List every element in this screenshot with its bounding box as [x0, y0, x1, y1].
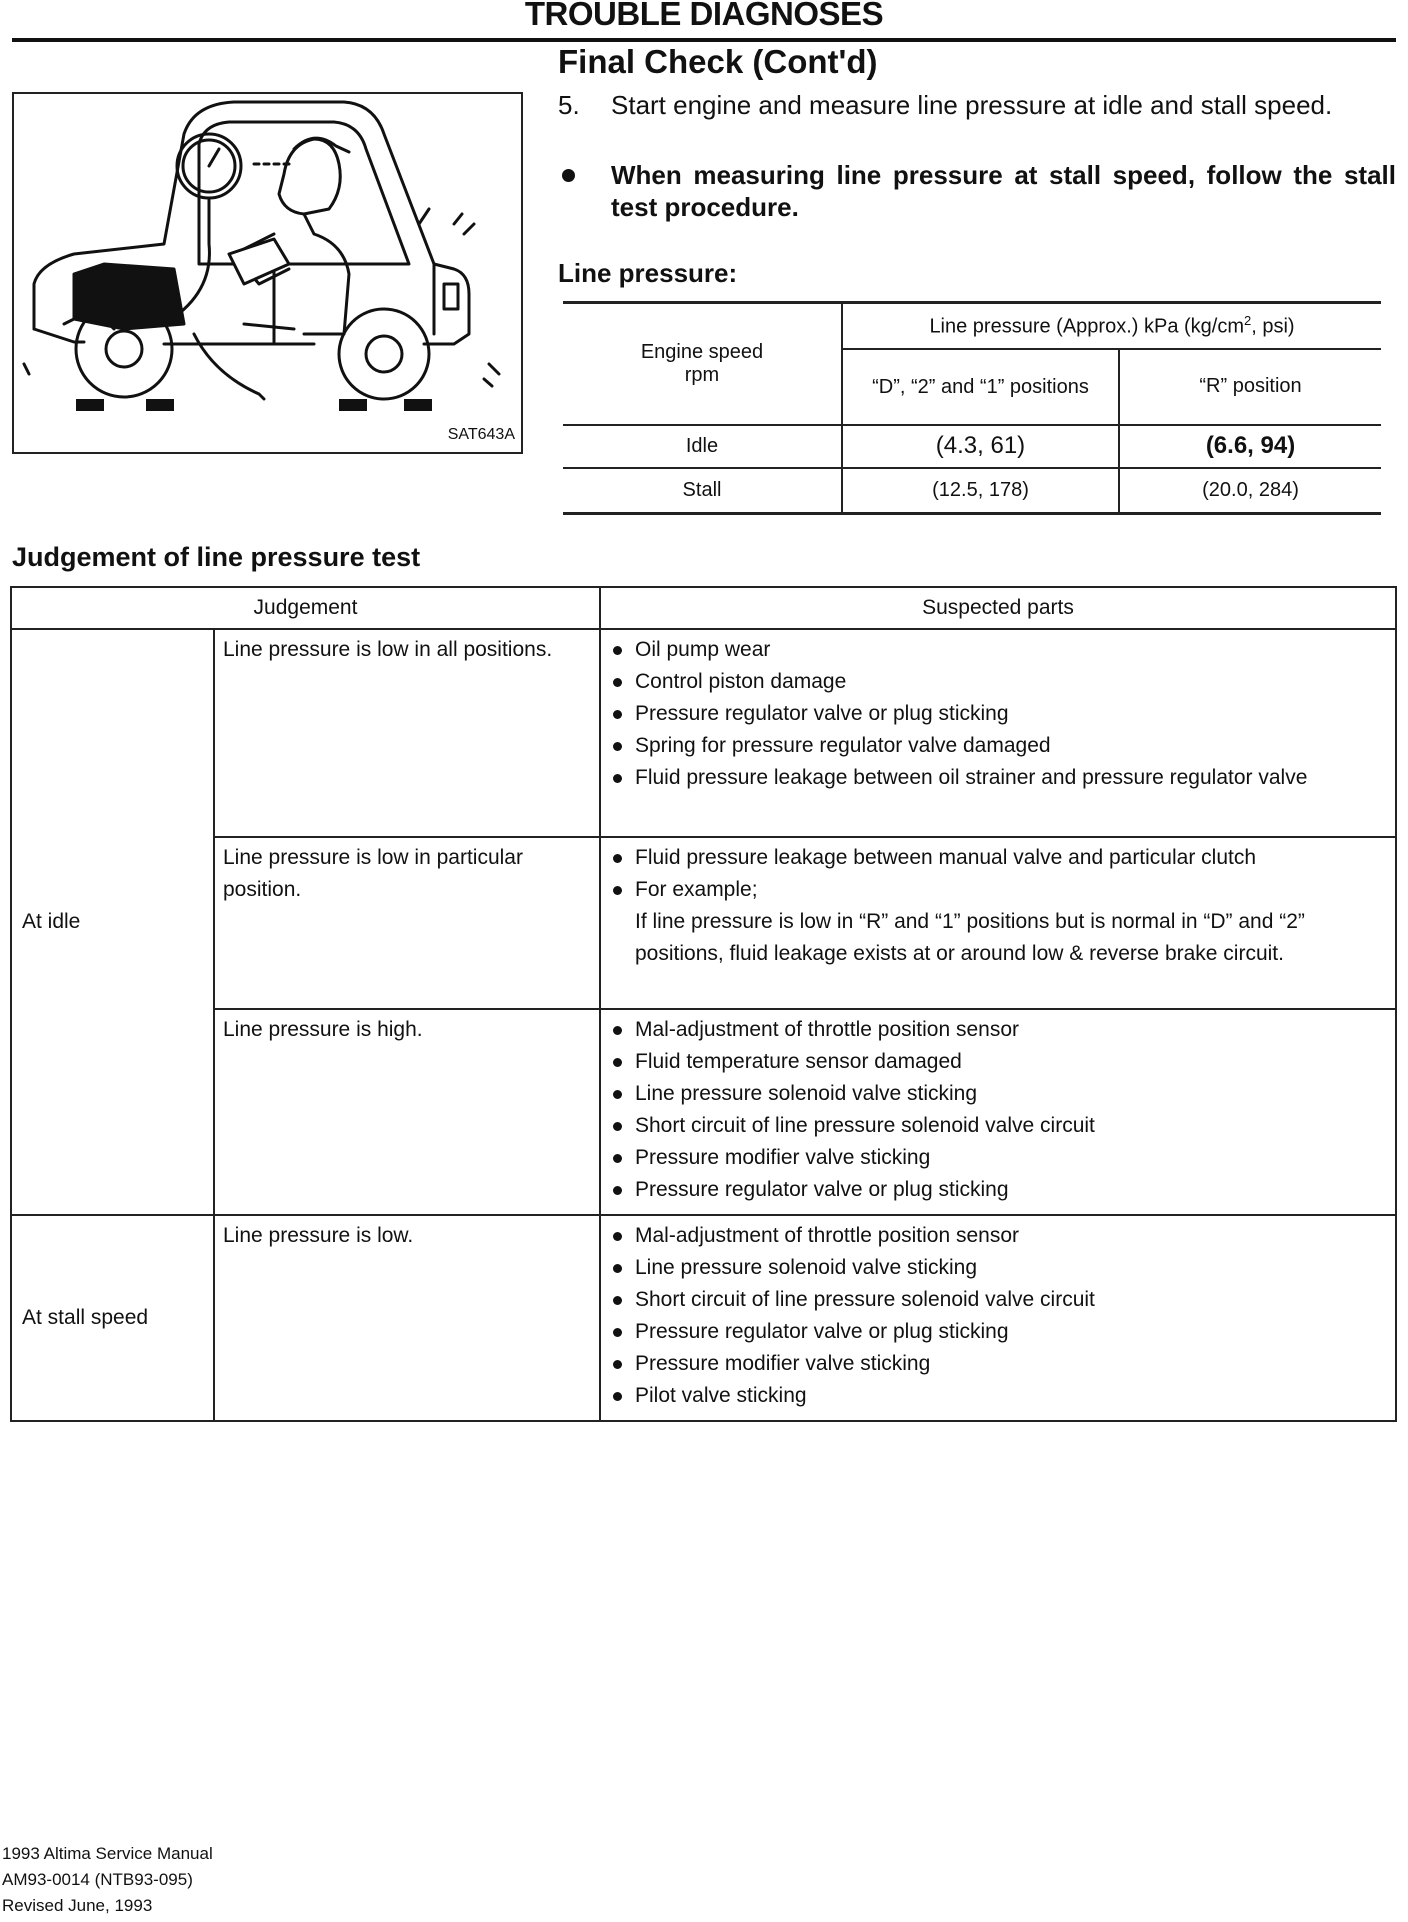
footer-revision-date: Revised June, 1993	[2, 1896, 153, 1915]
judgement-cell: Line pressure is low in particular position.	[214, 837, 600, 1009]
idle-d21-value: (4.3, 61)	[842, 425, 1119, 468]
line-pressure-title: Line pressure:	[558, 258, 738, 288]
line-pressure-header-prefix: Line pressure (Approx.) kPa (kg/cm	[929, 315, 1244, 338]
table-row	[11, 1009, 1396, 1215]
judgement-header: Judgement	[11, 587, 600, 629]
list-item: Line pressure solenoid valve sticking	[609, 1078, 1387, 1110]
list-item: Fluid pressure leakage between manual valve and particular clutch	[609, 842, 1387, 874]
list-item: Fluid pressure leakage between oil strainer and pressure regulator valve	[609, 762, 1387, 794]
judgement-cell: Line pressure is low.	[214, 1215, 600, 1421]
table-row	[563, 425, 1381, 468]
illustration-code: SAT643A	[447, 426, 515, 443]
list-item-continuation: If line pressure is low in “R” and “1” positions but is normal in “D” and “2” positions, fluid leakage exists at or around low & reverse brake circuit.	[635, 910, 1305, 965]
illustration-panel	[12, 92, 523, 454]
condition-at-idle: At idle	[11, 629, 214, 1215]
list-item: Fluid temperature sensor damaged	[609, 1046, 1387, 1078]
list-item: Pressure regulator valve or plug sticking	[609, 1316, 1387, 1348]
suspected-parts-cell	[600, 1215, 1396, 1421]
footer	[2, 1841, 213, 1919]
judgement-cell: Line pressure is low in all positions.	[214, 629, 600, 837]
list-item: Short circuit of line pressure solenoid valve circuit	[609, 1284, 1387, 1316]
line-pressure-table	[563, 301, 1381, 515]
condition-at-stall-speed: At stall speed	[11, 1215, 214, 1421]
judgement-cell: Line pressure is high.	[214, 1009, 600, 1215]
table-row	[11, 1215, 1396, 1421]
engine-speed-unit: rpm	[684, 363, 720, 386]
list-item: Pressure modifier valve sticking	[609, 1142, 1387, 1174]
line-pressure-header	[842, 303, 1381, 349]
speed-idle: Idle	[563, 425, 842, 468]
list-item: Pilot valve sticking	[609, 1380, 1387, 1412]
table-row	[11, 837, 1396, 1009]
step-5	[558, 89, 1396, 121]
table-row	[11, 629, 1396, 837]
list-item: Pressure modifier valve sticking	[609, 1348, 1387, 1380]
list-item: Mal-adjustment of throttle position sensor	[609, 1220, 1387, 1252]
stall-note-text: When measuring line pressure at stall speed, follow the stall test procedure.	[611, 160, 1396, 222]
stall-r-value: (20.0, 284)	[1119, 468, 1381, 514]
engine-speed-label: Engine speed	[640, 340, 764, 363]
step-5-text: Start engine and measure line pressure at idle and stall speed.	[611, 90, 1333, 120]
line-pressure-header-suffix: , psi)	[1251, 315, 1295, 338]
table-row	[563, 468, 1381, 514]
judgement-table	[10, 586, 1397, 1422]
stall-d21-value: (12.5, 178)	[842, 468, 1119, 514]
suspected-parts-header: Suspected parts	[600, 587, 1396, 629]
step-5-number: 5.	[558, 90, 580, 120]
list-item: Pressure regulator valve or plug sticking	[609, 698, 1387, 730]
engine-speed-header	[563, 303, 842, 425]
r-position-header: “R” position	[1119, 349, 1381, 425]
list-item: Control piston damage	[609, 666, 1387, 698]
suspected-parts-cell	[600, 837, 1396, 1009]
suspected-parts-cell	[600, 629, 1396, 837]
list-item: Pressure regulator valve or plug sticking	[609, 1174, 1387, 1206]
driver-with-pressure-gauge-illustration	[14, 94, 521, 452]
list-item: Spring for pressure regulator valve damaged	[609, 730, 1387, 762]
footer-manual-title: 1993 Altima Service Manual	[2, 1844, 213, 1863]
list-item: Line pressure solenoid valve sticking	[609, 1252, 1387, 1284]
page-header-title: TROUBLE DIAGNOSES	[524, 0, 884, 32]
list-item: Oil pump wear	[609, 634, 1387, 666]
line-pressure-header-sup: 2	[1244, 312, 1252, 328]
list-item: Mal-adjustment of throttle position sensor	[609, 1014, 1387, 1046]
idle-r-value: (6.6, 94)	[1119, 425, 1381, 468]
judgement-title: Judgement of line pressure test	[12, 542, 421, 572]
section-title: Final Check (Cont'd)	[558, 43, 878, 80]
bullet-icon	[562, 169, 575, 182]
speed-stall: Stall	[563, 468, 842, 514]
list-item: For example;	[609, 874, 1387, 906]
stall-note-bullet	[558, 159, 1396, 223]
d21-position-header: “D”, “2” and “1” positions	[842, 349, 1119, 425]
suspected-parts-cell	[600, 1009, 1396, 1215]
footer-bulletin-number: AM93-0014 (NTB93-095)	[2, 1870, 193, 1889]
list-item: Short circuit of line pressure solenoid valve circuit	[609, 1110, 1387, 1142]
